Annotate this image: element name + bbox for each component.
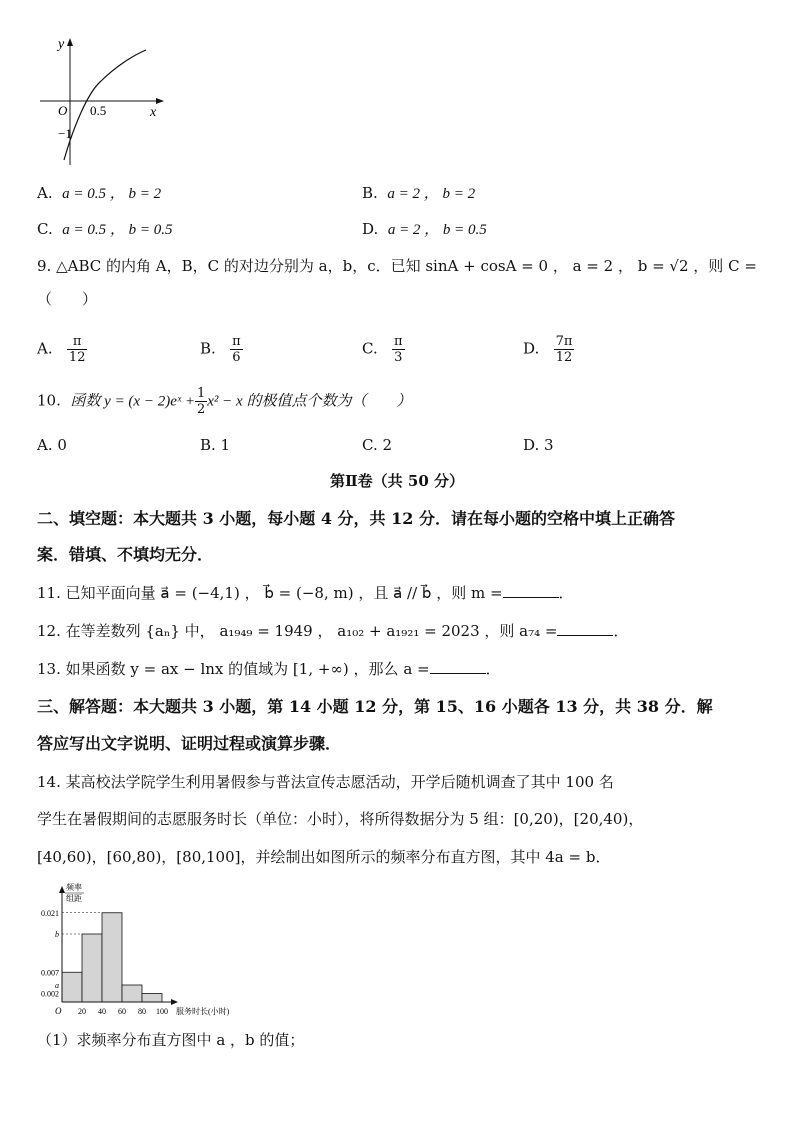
q14-line1: 14. 某高校法学院学生利用暑假参与普法宣传志愿活动，开学后随机调查了其中 100 名 <box>37 773 614 791</box>
hist-xlabel: 服务时长(小时) <box>176 1007 230 1016</box>
hist-bar-1 <box>62 972 82 1002</box>
hist-ylabel-bottom: 组距 <box>66 894 82 903</box>
hist-y-tick: 0.007 <box>41 968 59 978</box>
q14-sub1: （1）求频率分布直方图中 a ，b 的值； <box>37 1031 305 1049</box>
q9-stem-line1: 9. △ABC 的内角 A，B，C 的对边分别为 a，b，c．已知 sinA + cosA = 0 ， a = 2 ， b = √2 ，则 C = <box>37 257 757 275</box>
hist-bar-5 <box>142 994 162 1003</box>
hist-y-tick: a <box>55 981 59 990</box>
q13-answer-blank[interactable] <box>430 659 486 674</box>
hist-origin: O <box>55 1006 62 1016</box>
hist-bar-4 <box>122 985 142 1002</box>
graph-y-label: y <box>58 37 65 52</box>
hist-y-tick: 0.002 <box>41 989 59 999</box>
q8-option-c: C. a = 0.5 ， b = 0.5 <box>37 220 173 238</box>
q10-option-b: B. 1 <box>200 436 231 454</box>
q10-option-d: D. 3 <box>523 436 554 454</box>
q13: 13. 如果函数 y = ax − lnx 的值域为 [1, +∞) ，那么 a = ． <box>37 660 501 678</box>
graph-origin-label: O <box>58 103 68 118</box>
q10-option-a: A. 0 <box>37 436 67 454</box>
fill-blank-heading-line1: 二、填空题：本大题共 3 小题，每小题 4 分，共 12 分．请在每小题的空格中填上正确答 <box>37 509 675 528</box>
q14-line2: 学生在暑假期间的志愿服务时长（单位：小时），将所得数据分为 5 组：[0,20)，[20,40)， <box>37 810 644 828</box>
q9-option-c: C. $\frac{\pi}{3}$ <box>362 334 403 365</box>
function-graph <box>28 30 178 170</box>
q14-line3: [40,60)，[60,80)，[80,100]，并绘制出如图所示的频率分布直方图，其中 4a = b． <box>37 848 611 866</box>
q9-option-d: D. $\frac{7\pi}{12}$ <box>523 334 573 365</box>
hist-x-tick: 100 <box>156 1007 168 1016</box>
graph-tick-x: 0.5 <box>90 103 107 118</box>
hist-x-tick: 20 <box>78 1007 86 1016</box>
q10-option-c: C. 2 <box>362 436 393 454</box>
hist-x-tick: 80 <box>138 1007 146 1016</box>
q12-answer-blank[interactable] <box>557 621 613 636</box>
fill-blank-heading-line2: 案．错填、不填均无分． <box>37 545 214 564</box>
q11-answer-blank[interactable] <box>503 583 559 598</box>
frequency-histogram <box>28 880 288 1020</box>
hist-bar-3 <box>102 913 122 1002</box>
graph-x-label: x <box>150 105 157 120</box>
hist-bar-2 <box>82 934 102 1002</box>
q11: 11. 已知平面向量 a⃗ = (−4,1) ， b⃗ = (−8, m) ，且 a⃗ // b⃗ ，则 m = ． <box>37 584 574 602</box>
solve-heading-line1: 三、解答题：本大题共 3 小题，第 14 小题 12 分，第 15、16 小题各 13 分，共 38 分．解 <box>37 697 713 716</box>
q8-option-a: A. a = 0.5 ， b = 2 <box>37 184 162 202</box>
hist-y-tick: 0.021 <box>41 908 59 918</box>
q12: 12. 在等差数列 {aₙ} 中， a₁₉₄₉ = 1949 ， a₁₀₂ + a₁₉₂₁ = 2023 ，则 a₇₄ = ． <box>37 622 629 640</box>
hist-y-tick: b <box>55 930 59 939</box>
hist-x-tick: 40 <box>98 1007 106 1016</box>
hist-x-tick: 60 <box>118 1007 126 1016</box>
graph-tick-y: −1 <box>58 126 72 141</box>
section-title: 第Ⅱ卷（共 50 分） <box>330 472 464 490</box>
solve-heading-line2: 答应写出文字说明、证明过程或演算步骤． <box>37 734 342 753</box>
q8-option-b: B. a = 2 ， b = 2 <box>362 184 476 202</box>
q9-stem-line2: （ ） <box>37 290 98 308</box>
q9-option-a: A. $\frac{\pi}{12}$ <box>37 334 86 365</box>
q9-option-b: B. $\frac{\pi}{6}$ <box>200 334 241 365</box>
q8-option-d: D. a = 2 ， b = 0.5 <box>362 220 487 238</box>
hist-ylabel-top: 频率 <box>66 883 82 892</box>
q10-stem: 10. 函数 y = (x − 2)eˣ + $\frac{1}{2}$ x² − x 的极值点个数为（ ） <box>37 386 412 417</box>
